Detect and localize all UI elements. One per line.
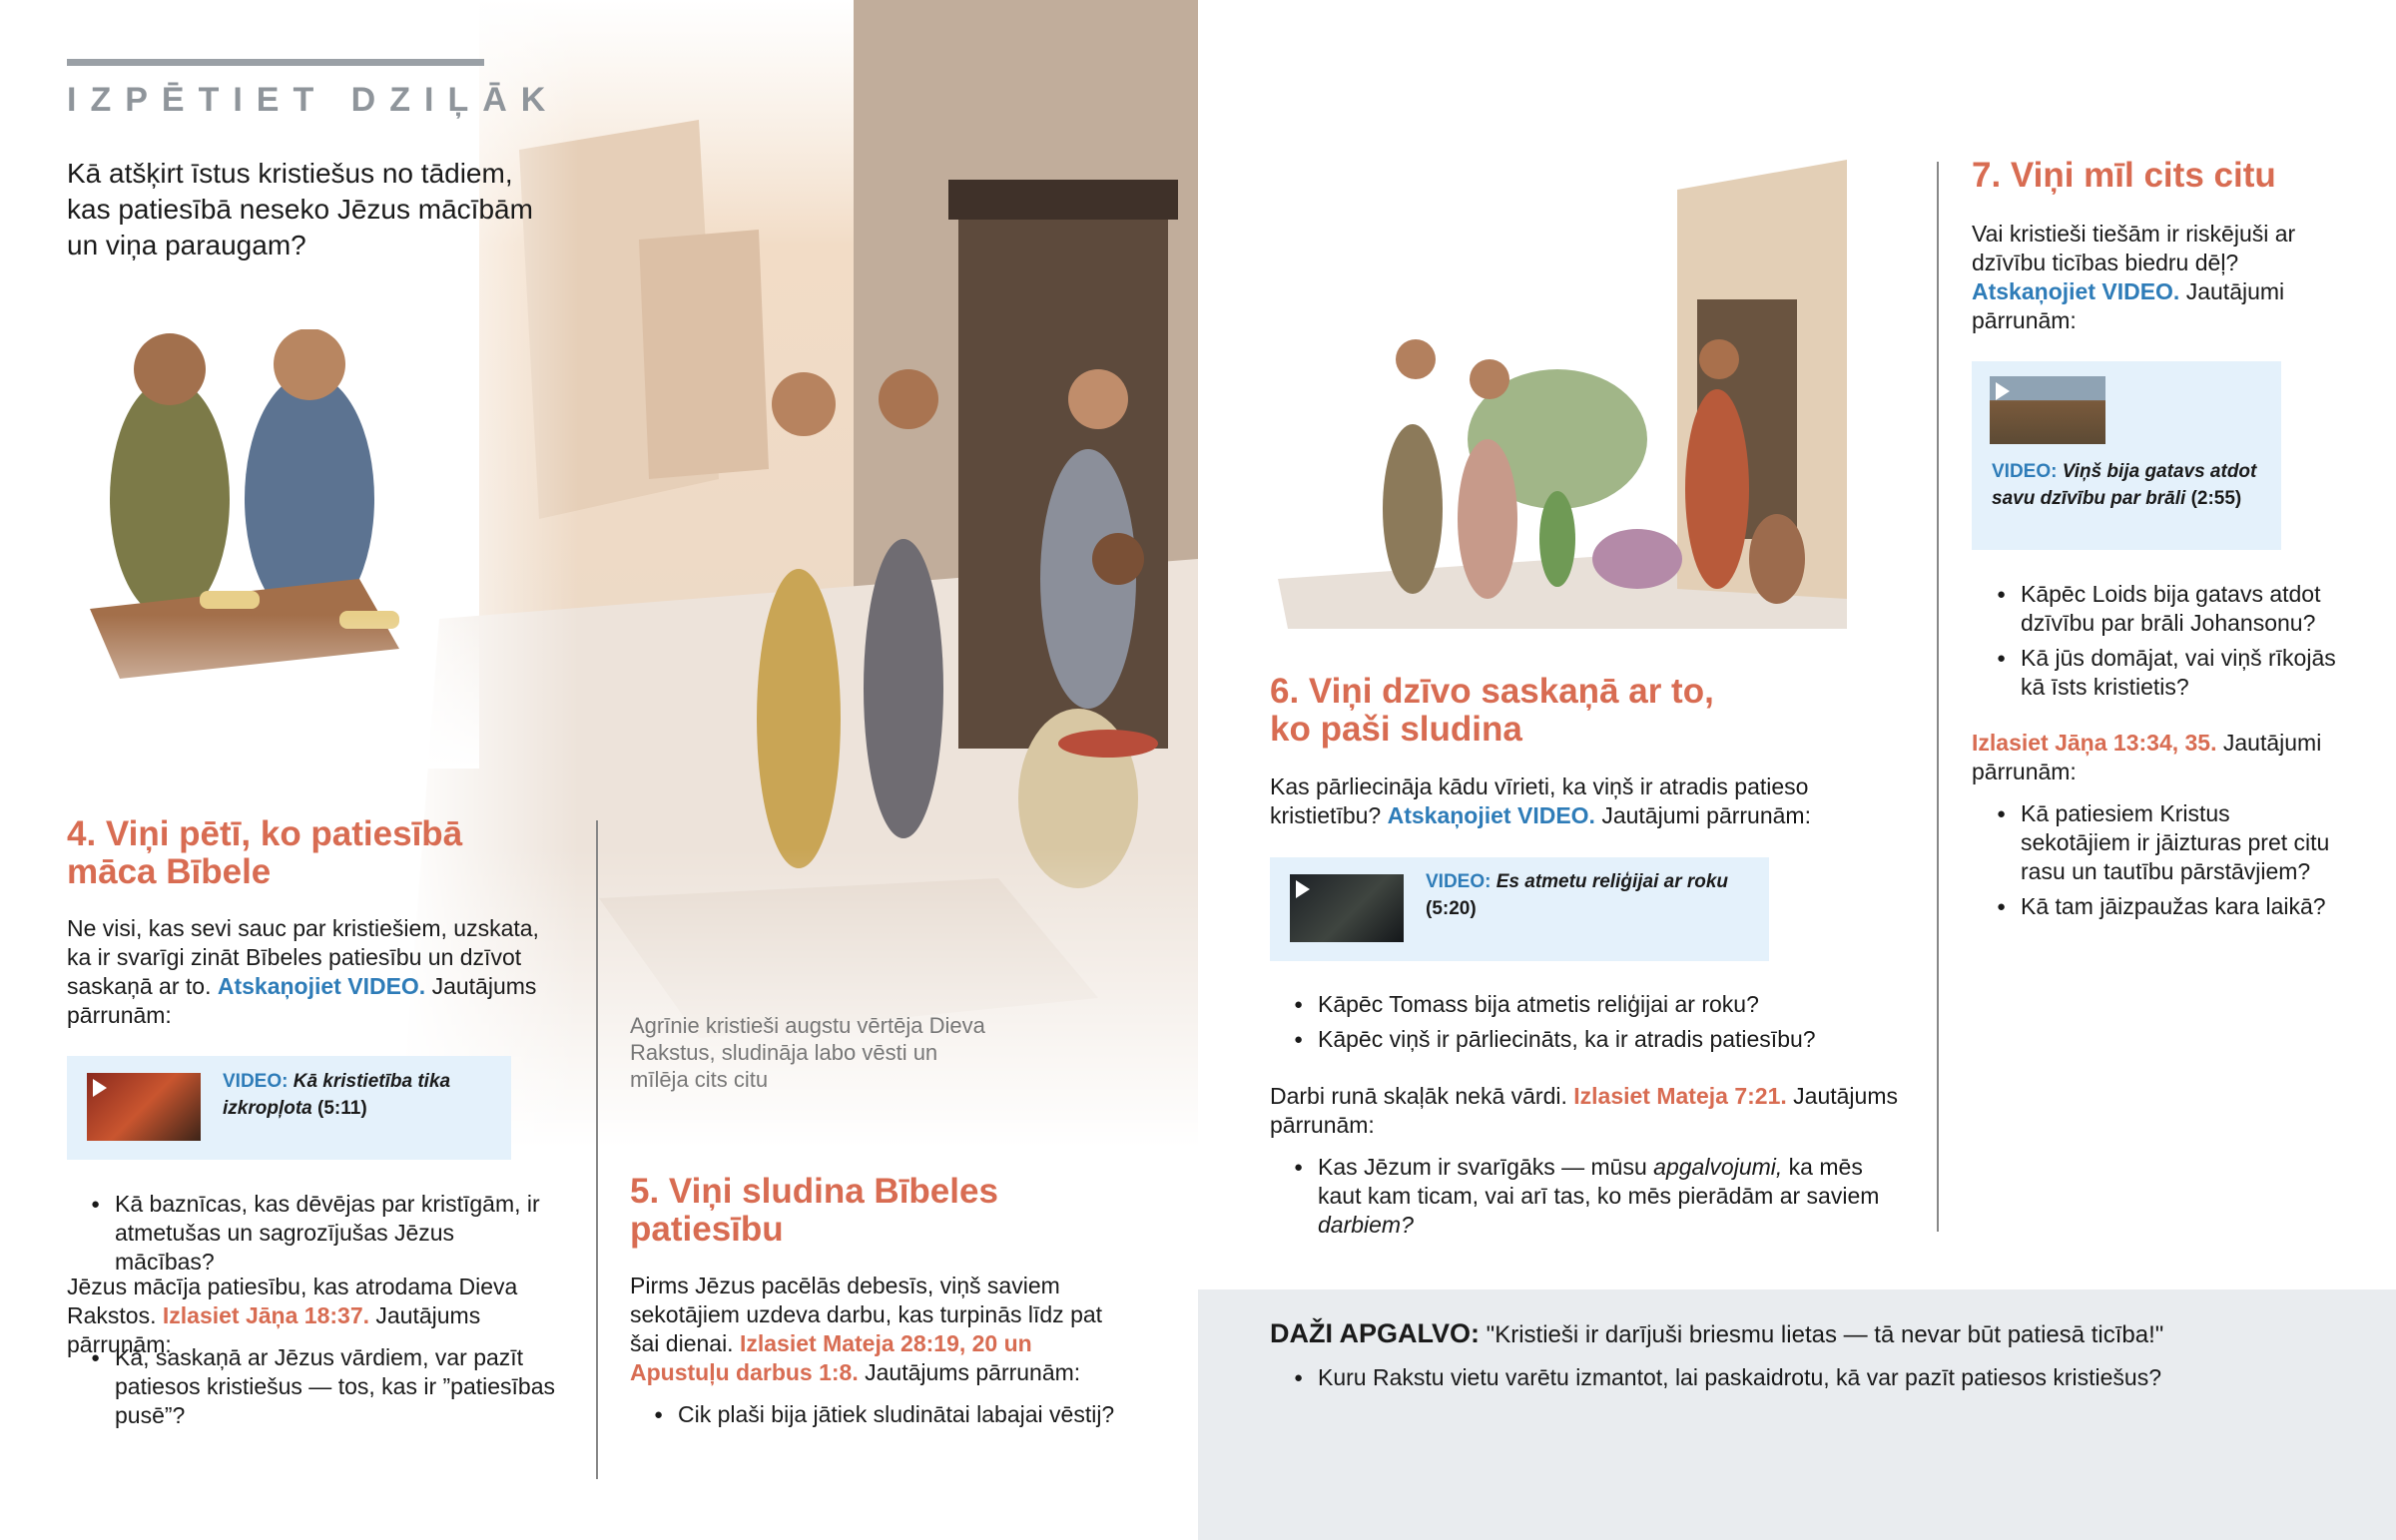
section-4-scripture-link[interactable]: Izlasiet Jāņa 18:37. (162, 1302, 369, 1328)
section-5-discuss-label: Jautājums pārrunām: (865, 1359, 1081, 1385)
video-label: VIDEO: (1992, 461, 2058, 482)
scroll-study-illustration (60, 329, 479, 769)
list-item: ● Kā jūs domājat, vai viņš rīkojās kā īsts kristietis? (1997, 644, 2346, 702)
video-duration: (5:11) (317, 1098, 367, 1119)
list-item: ● Kā tam jāizpaužas kara laikā? (1997, 892, 2336, 921)
section-7-intro (1972, 220, 2331, 335)
header-rule (67, 59, 484, 66)
section-7-heading: 7. Viņi mīl cits citu (1972, 156, 2276, 195)
section-6-watch-link[interactable]: Atskaņojiet VIDEO. (1387, 802, 1595, 828)
section-6-discuss-label: Jautājumi pārrunām: (1601, 802, 1811, 828)
video-title: Es atmetu reliģijai ar roku (1496, 871, 1729, 892)
section-5-text-body: Pirms Jēzus pacēlās debesīs, viņš saviem sekotājiem uzdeva darbu, kas turpinās līdz pat šai dienai. (630, 1273, 1103, 1356)
section-4-text2: Jēzus mācīja patiesību, kas atrodama Dieva Rakstos. (67, 1274, 518, 1328)
section-4-video-caption (223, 1068, 482, 1122)
illustration-caption: Agrīnie kristieši augstu vērtēja Dieva Rakstus, sludināja labo vēsti un mīlēja cits citu (630, 1013, 985, 1092)
video-duration: (2:55) (2190, 488, 2242, 509)
section-4-questions-2 (91, 1343, 570, 1436)
section-7-discuss2-label: Jautājumi pārrunām: (1972, 730, 2322, 784)
play-icon (1296, 880, 1310, 898)
section-7-scripture-link[interactable]: Izlasiet Jāņa 13:34, 35. (1972, 730, 2217, 756)
section-6-questions (1294, 990, 1893, 1060)
some-say-questions (1294, 1363, 2352, 1398)
some-say-label: DAŽI APGALVO: (1270, 1318, 1480, 1348)
list-item: ● Kāpēc viņš ir pārliecināts, ka ir atradis patiesību? (1294, 1025, 1893, 1054)
video-thumbnail[interactable] (1290, 874, 1404, 942)
bullet-emphasis-1: apgalvojumi, (1653, 1154, 1783, 1180)
list-item: ● Kā baznīcas, kas dēvējas par kristīgām, ir atmetušas un sagrozījušas Jēzus mācības? (91, 1190, 560, 1277)
list-item: ● Cik plaši bija jātiek sludinātai labajai vēstij? (654, 1400, 1173, 1429)
section-4-discuss2-label: Jautājums pārrunām: (67, 1302, 481, 1357)
section-4-watch-link[interactable]: Atskaņojiet VIDEO. (217, 973, 426, 999)
section-kicker: IZPĒTIET DZIĻĀK (67, 81, 560, 119)
section-7-watch-link[interactable]: Atskaņojiet VIDEO. (1972, 278, 2180, 304)
column-divider (596, 820, 598, 1479)
bullet-text-2: ka mēs kaut kam ticam, vai arī tas, ko mēs pierādām ar saviem (1318, 1154, 1880, 1209)
list-item: ● Kāpēc Tomass bija atmetis reliģijai ar roku? (1294, 990, 1893, 1019)
section-6-heading: 6. Viņi dzīvo saskaņā ar to, ko paši sludina (1270, 672, 1714, 749)
section-5-scripture-link[interactable]: Izlasiet Mateja 28:19, 20 un Apustuļu darbus 1:8. (630, 1330, 1032, 1385)
section-5-heading: 5. Viņi sludina Bībeles patiesību (630, 1172, 998, 1249)
list-item: ● Kāpēc Loids bija gatavs atdot dzīvību par brāli Johansonu? (1997, 580, 2346, 638)
family-visit-illustration (1258, 160, 1847, 629)
section-5-text (630, 1272, 1129, 1387)
play-icon (93, 1079, 107, 1097)
some-say-statement (1270, 1319, 2368, 1349)
some-say-quote: "Kristieši ir darījuši briesmu lietas — tā nevar būt patiesā ticība!" (1486, 1321, 2164, 1348)
section-6-discuss2-label: Jautājums pārrunām: (1270, 1083, 1898, 1138)
video-duration: (5:20) (1426, 898, 1477, 919)
section-6-video-card[interactable] (1270, 857, 1769, 961)
video-title: Kā kristietība tika izkropļota (223, 1071, 451, 1119)
section-4-intro (67, 914, 556, 1030)
section-7-video-caption (1992, 458, 2271, 512)
section-7-text-2 (1972, 729, 2351, 786)
video-label: VIDEO: (223, 1071, 289, 1092)
section-7-discuss-label: Jautājumi pārrunām: (1972, 278, 2285, 333)
list-item: ● Kuru Rakstu vietu varētu izmantot, lai paskaidrotu, kā var pazīt patiesos kristiešus? (1294, 1363, 2352, 1392)
section-4-intro-text: Ne visi, kas sevi sauc par kristiešiem, uzskata, ka ir svarīgi zināt Bībeles patiesību un dzīvot saskaņā ar to. (67, 915, 539, 999)
section-7-intro-text: Vai kristieši tiešām ir riskējuši ar dzīvību ticības biedru dēļ? (1972, 221, 2296, 275)
section-7-video-card[interactable] (1972, 361, 2281, 550)
column-divider (1937, 162, 1939, 1232)
section-4-discuss-label: Jautājums pārrunām: (67, 973, 537, 1028)
section-7-questions (1997, 580, 2346, 708)
play-icon (1996, 382, 2010, 400)
video-thumbnail[interactable] (1990, 376, 2105, 444)
section-4-questions (91, 1190, 560, 1283)
list-item: ● Kā patiesiem Kristus sekotājiem ir jāizturas pret citu rasu un tautību pārstāvjiem? (1997, 799, 2336, 886)
section-6-intro (1270, 772, 1859, 830)
list-item: ● Kā, saskaņā ar Jēzus vārdiem, var pazīt patiesos kristiešus — tos, kas ir ”patiesības pusē”? (91, 1343, 570, 1430)
bullet-text-1: Kas Jēzum ir svarīgāks — mūsu (1318, 1154, 1654, 1180)
intro-question: Kā atšķirt īstus kristiešus no tādiem, kas patiesībā neseko Jēzus mācībām un viņa paraugam? (67, 158, 533, 260)
section-6-video-caption (1426, 868, 1745, 922)
video-label: VIDEO: (1426, 871, 1492, 892)
video-title: Viņš bija gatavs atdot savu dzīvību par brāli (1992, 461, 2257, 509)
section-6-scripture-link[interactable]: Izlasiet Mateja 7:21. (1573, 1083, 1787, 1109)
video-thumbnail[interactable] (87, 1073, 201, 1141)
section-6-text2: Darbi runā skaļāk nekā vārdi. (1270, 1083, 1567, 1109)
section-4-heading: 4. Viņi pētī, ko patiesībā māca Bībele (67, 814, 463, 891)
section-6-intro-text: Kas pārliecināja kādu vīrieti, ka viņš ir atradis patieso kristietību? (1270, 773, 1809, 828)
section-7-questions-2 (1997, 799, 2336, 927)
section-5-questions (654, 1400, 1173, 1435)
section-4-video-card[interactable] (67, 1056, 511, 1160)
bullet-emphasis-2: darbiem? (1318, 1212, 1414, 1238)
list-item (1294, 1153, 1903, 1240)
section-6-text-2 (1270, 1082, 1909, 1140)
section-6-questions-2 (1294, 1153, 1903, 1246)
